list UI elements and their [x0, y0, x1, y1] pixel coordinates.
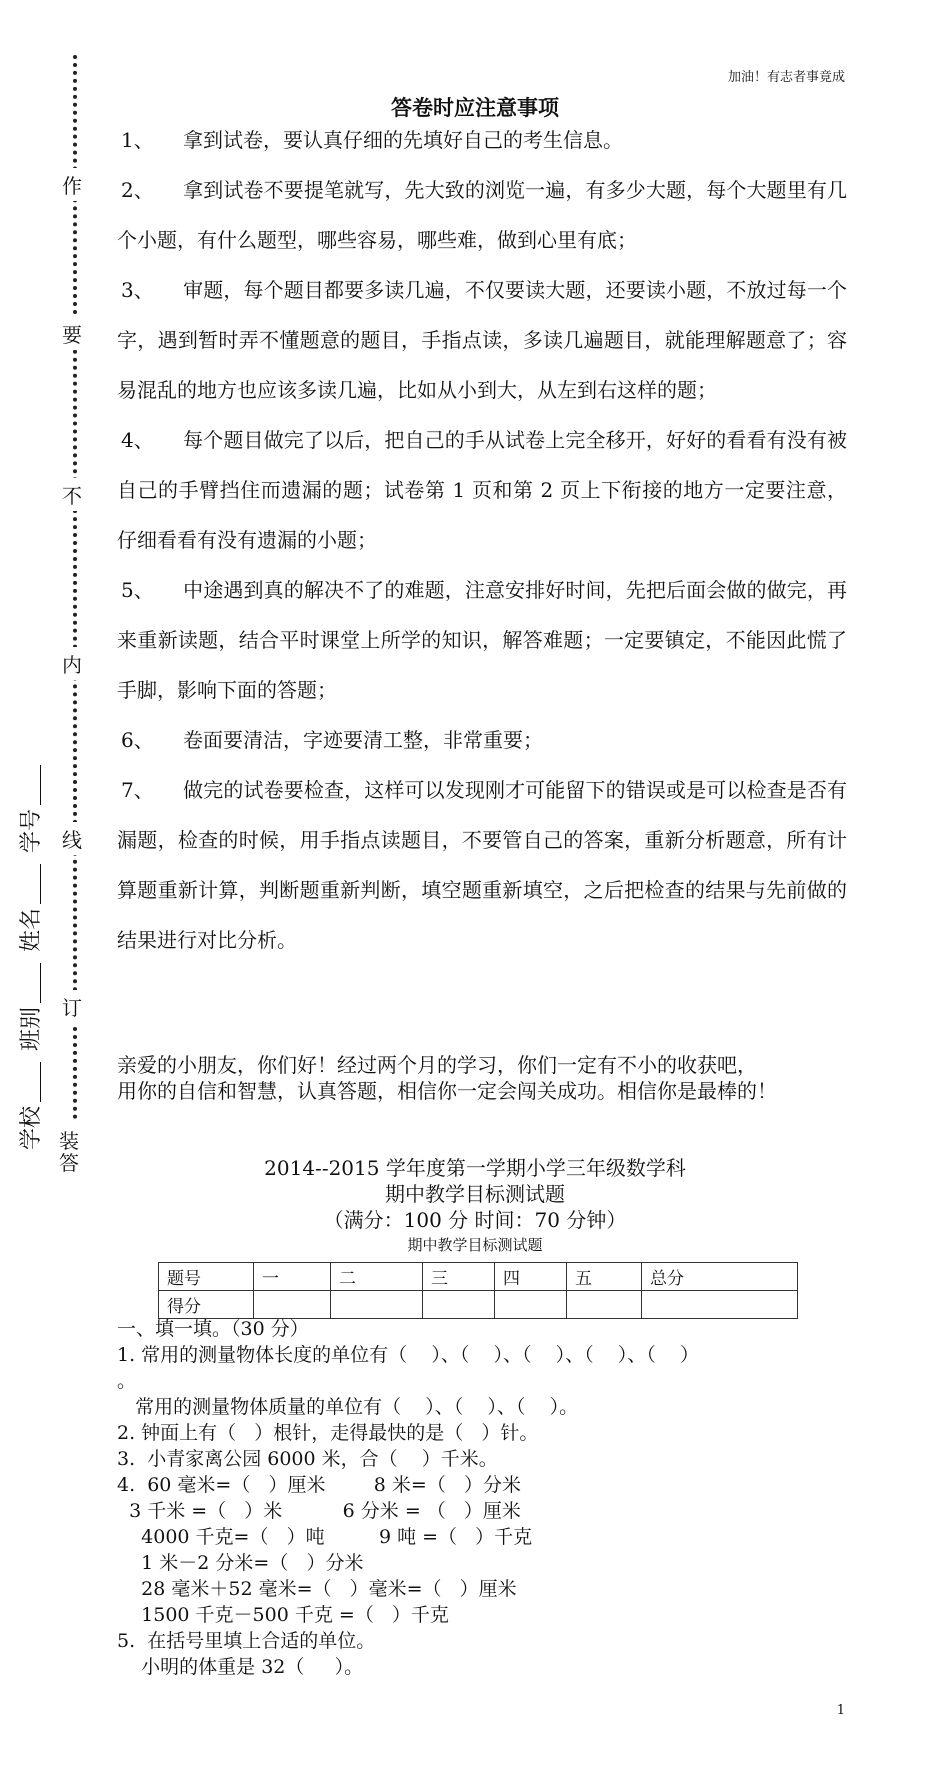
notice-item-number: 3、	[121, 278, 154, 302]
name-label: 姓名	[19, 907, 44, 952]
exam-subtitle: 期中教学目标测试题	[407, 1236, 543, 1254]
notice-item	[117, 265, 847, 415]
binding-char: 线	[62, 822, 82, 855]
question-section	[117, 1316, 877, 1680]
notice-item-text: 拿到试卷，要认真仔细的先填好自己的考生信息。	[183, 128, 623, 152]
binding-dotted-line	[73, 55, 77, 1120]
notice-item-number: 2、	[121, 178, 154, 202]
encouragement-line: 亲爱的小朋友，你们好！经过两个月的学习，你们一定有不小的收获吧，	[117, 1053, 757, 1077]
notice-item	[117, 415, 847, 565]
name-blank[interactable]	[40, 864, 41, 904]
class-label: 班别	[19, 1006, 44, 1051]
student-number-label: 学号	[19, 808, 44, 853]
binding-char: 不	[62, 478, 82, 511]
question-line: 1. 常用的测量物体长度的单位有（ ）、（ ）、（ ）、（ ）、（ ）	[117, 1344, 699, 1366]
score-table-header-cell: 四	[495, 1263, 567, 1291]
notice-item	[117, 765, 847, 965]
page-number: 1	[836, 1703, 845, 1718]
score-table	[158, 1262, 798, 1319]
score-table-header-cell: 五	[567, 1263, 642, 1291]
score-table-header-cell: 一	[254, 1263, 331, 1291]
score-cell[interactable]	[567, 1291, 642, 1319]
notice-item-number: 5、	[121, 578, 154, 602]
notice-item-number: 6、	[121, 728, 154, 752]
score-cell[interactable]	[495, 1291, 567, 1319]
notice-item-text: 审题，每个题目都要多读几遍，不仅要读大题，还要读小题，不放过每一个字，遇到暂时弄不懂题意的题目，手指点读，多读几遍题目，就能理解题意了；容易混乱的地方也应该多读几遍，比如从小到大，从左到右这样的题；	[117, 278, 847, 402]
class-blank[interactable]	[40, 963, 41, 1003]
encouragement	[117, 1052, 877, 1104]
score-cell[interactable]	[254, 1291, 331, 1319]
school-label: 学校	[19, 1105, 44, 1150]
notice-item	[117, 115, 847, 165]
notice-item	[117, 565, 847, 715]
exam-title-line: 期中教学目标测试题	[385, 1182, 565, 1206]
score-table-header-cell: 二	[331, 1263, 423, 1291]
binding-char: 作	[62, 168, 82, 201]
notice-item-text: 每个题目做完了以后，把自己的手从试卷上完全移开，好好的看看有没有被自己的手臂挡住而遗漏的题；试卷第 1 页和第 2 页上下衔接的地方一定要注意，仔细看看有没有遗漏的小题；	[117, 428, 847, 552]
question-line: 28 毫米＋52 毫米=（ ）毫米=（ ）厘米	[117, 1578, 517, 1600]
binding-char: 内	[62, 647, 82, 680]
question-line: 1 米－2 分米=（ ）分米	[117, 1552, 364, 1574]
question-line: 5. 在括号里填上合适的单位。	[117, 1630, 376, 1652]
notice-item-number: 1、	[121, 128, 154, 152]
exam-title-line: 2014--2015 学年度第一学期小学三年级数学科	[264, 1156, 686, 1180]
notice-item-text: 中途遇到真的解决不了的难题，注意安排好时间，先把后面会做的做完，再来重新读题，结合平时课堂上所学的知识，解答难题；一定要镇定，不能因此慌了手脚，影响下面的答题；	[117, 578, 847, 702]
notice-item-number: 4、	[121, 428, 154, 452]
notice-item-number: 7、	[121, 778, 154, 802]
binding-char: 要	[62, 317, 82, 350]
notice-item	[117, 165, 847, 265]
score-cell[interactable]	[423, 1291, 495, 1319]
notice-item-text: 拿到试卷不要提笔就写，先大致的浏览一遍，有多少大题，每个大题里有几个小题，有什么题型，哪些容易，哪些难，做到心里有底；	[117, 178, 847, 252]
score-cell[interactable]	[642, 1291, 798, 1319]
notice-item-text: 卷面要清洁，字迹要清工整，非常重要；	[183, 728, 543, 752]
score-table-row-label: 得分	[159, 1291, 254, 1319]
notice-title: 答卷时应注意事项	[391, 95, 559, 120]
encouragement-line: 用你的自信和智慧，认真答题，相信你一定会闯关成功。相信你是最棒的！	[117, 1079, 777, 1103]
exam-title	[0, 1155, 950, 1233]
notice-list	[117, 115, 847, 965]
score-table-header-cell: 三	[423, 1263, 495, 1291]
student-info-fields	[14, 761, 45, 1150]
question-line: 小明的体重是 32（ ）。	[117, 1656, 364, 1678]
student-number-blank[interactable]	[40, 765, 41, 805]
question-line: 4000 千克=（ ）吨 9 吨 =（ ）千克	[117, 1526, 533, 1548]
score-table-header-cell: 总分	[642, 1263, 798, 1291]
header-motto: 加油！有志者事竟成	[727, 70, 845, 85]
question-line: 常用的测量物体质量的单位有（ ）、（ ）、（ ）。	[117, 1396, 579, 1418]
question-line: 。	[117, 1370, 137, 1392]
binding-label-char: 装	[59, 1129, 79, 1153]
question-line: 3. 小青家离公园 6000 米，合（ ）千米。	[117, 1448, 498, 1470]
binding-char: 订	[62, 990, 82, 1023]
score-table-row	[159, 1291, 798, 1319]
section-heading: 一、填一填。（30 分）	[117, 1318, 309, 1340]
score-table-header-row	[159, 1263, 798, 1291]
question-line: 2. 钟面上有（ ）根针，走得最快的是（ ）针。	[117, 1422, 539, 1444]
binding-label-char: 答	[59, 1151, 79, 1175]
question-line: 1500 千克－500 千克 =（ ）千克	[117, 1604, 449, 1626]
score-cell[interactable]	[331, 1291, 423, 1319]
score-table-header-cell: 题号	[159, 1263, 254, 1291]
question-line: 3 千米 =（ ）米 6 分米 = （ ）厘米	[117, 1500, 521, 1522]
school-blank[interactable]	[40, 1062, 41, 1102]
exam-title-line: （满分：100 分 时间：70 分钟）	[323, 1208, 627, 1232]
notice-item	[117, 715, 847, 765]
notice-item-text: 做完的试卷要检查，这样可以发现刚才可能留下的错误或是可以检查是否有漏题，检查的时候，用手指点读题目，不要管自己的答案，重新分析题意，所有计算题重新计算，判断题重新判断，填空题重新填空，之后把检查的结果与先前做的结果进行对比分析。	[117, 778, 847, 952]
question-line: 4. 60 毫米=（ ）厘米 8 米=（ ）分米	[117, 1474, 521, 1496]
